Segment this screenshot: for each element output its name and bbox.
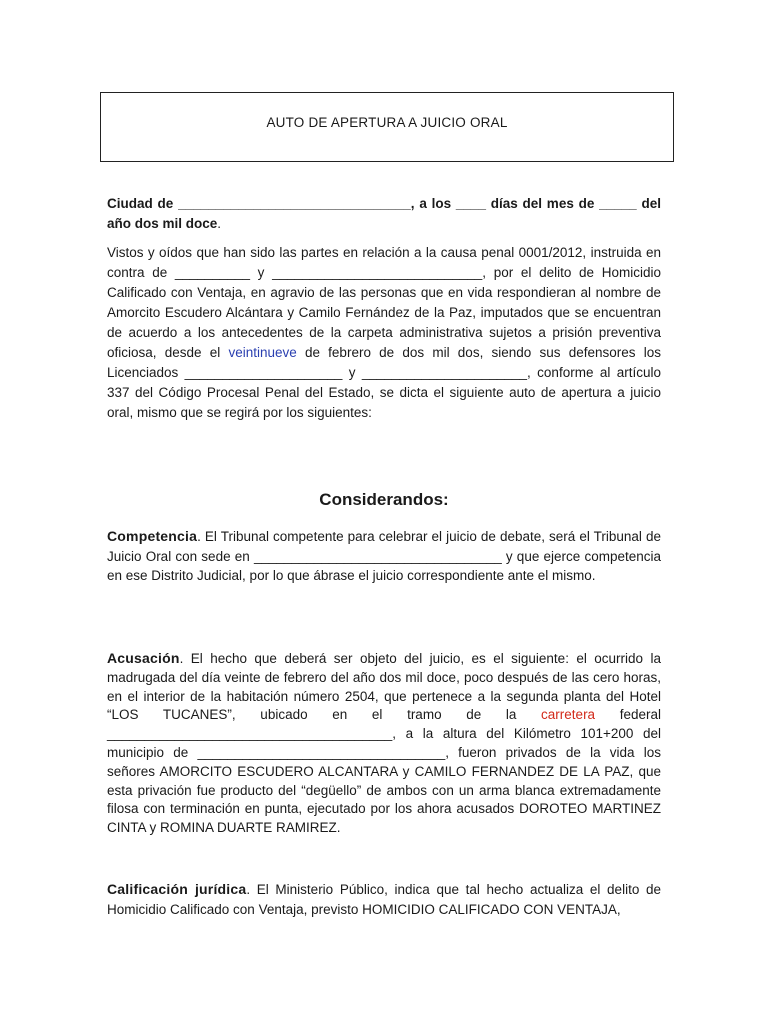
- acusacion-paragraph: [107, 649, 661, 838]
- calificacion-paragraph: [107, 880, 661, 919]
- calificacion-text: . El Ministerio Público, indica que tal hecho actualiza el delito de Homicidio Calificado con Ventaja, previsto HOMICIDIO CALIFICADO CON VENTAJA,: [107, 882, 661, 917]
- calificacion-label: Calificación jurídica: [107, 881, 247, 897]
- vistos-highlight-date: veintinueve: [228, 345, 297, 360]
- intro-heading: [107, 194, 661, 234]
- intro-line-1: Ciudad de _______________________________, a los ____ días del mes de _____: [107, 196, 637, 211]
- intro-line-2-tail: .: [217, 216, 222, 231]
- vistos-part-1: Vistos y oídos que han sido las partes en relación a la causa penal 0001/2012, instruida en contra de __________ y ____________________________, por el delito de Homicidio Calificado con Ventaja, en agravio de las personas que en vida respondieran al nombre de Amorcito Escudero Alcántara y Camilo Fernández de la Paz, imputados que se encuentran de acuerdo a los antecedentes de la carpeta administrativa sujetos a prisión preventiva oficiosa, desde el: [107, 245, 661, 360]
- acusacion-part-2: federal ______________________________________, a la altura del Kilómetro 101+200 del municipio de _________________________________, fueron privados de la vida los señores AMORCITO ESCUDERO ALCANTARA y CAMILO FERNANDEZ DE LA PAZ, que esta privación fue producto del “degüello” de ambos con un arma blanca extremadamente filosa con terminación en punta, ejecutado por los ahora acusados DOROTEO MARTINEZ CINTA y ROMINA DUARTE RAMIREZ.: [107, 707, 662, 836]
- competencia-label: Competencia: [107, 528, 198, 544]
- acusacion-label: Acusación: [107, 650, 180, 666]
- competencia-paragraph: [107, 527, 661, 586]
- competencia-text: . El Tribunal competente para celebrar el juicio de debate, será el Tribunal de Juicio Oral con sede en _________________________________ y que ejerce competencia en ese Distrito Judicial, por lo que ábrase el juicio correspondiente ante el mismo.: [107, 529, 661, 583]
- acusacion-highlight: carretera: [541, 707, 596, 723]
- considerandos-title: Considerandos:: [319, 490, 449, 509]
- vistos-part-2: de febrero de dos mil dos, siendo sus defensores los Licenciados _____________________ y ______________________, conforme al artículo 337 del Código Procesal Penal del Estado, se dicta el siguiente auto de apertura a juicio oral, mismo que se regirá por los siguientes:: [107, 345, 661, 420]
- intro-line-2: del año dos mil doce: [107, 196, 661, 231]
- title-box: [100, 92, 674, 162]
- acusacion-part-1: . El hecho que deberá ser objeto del juicio, es el siguiente: el ocurrido la madrugada del día veinte de febrero del año dos mil doce, poco después de las cero horas, en el interior de la habitación número 2504, que pertenece a la segunda planta del Hotel “LOS TUCANES”, ubicado en el tramo de la: [107, 651, 661, 723]
- document-title: AUTO DE APERTURA A JUICIO ORAL: [266, 115, 508, 130]
- vistos-paragraph: [107, 243, 661, 423]
